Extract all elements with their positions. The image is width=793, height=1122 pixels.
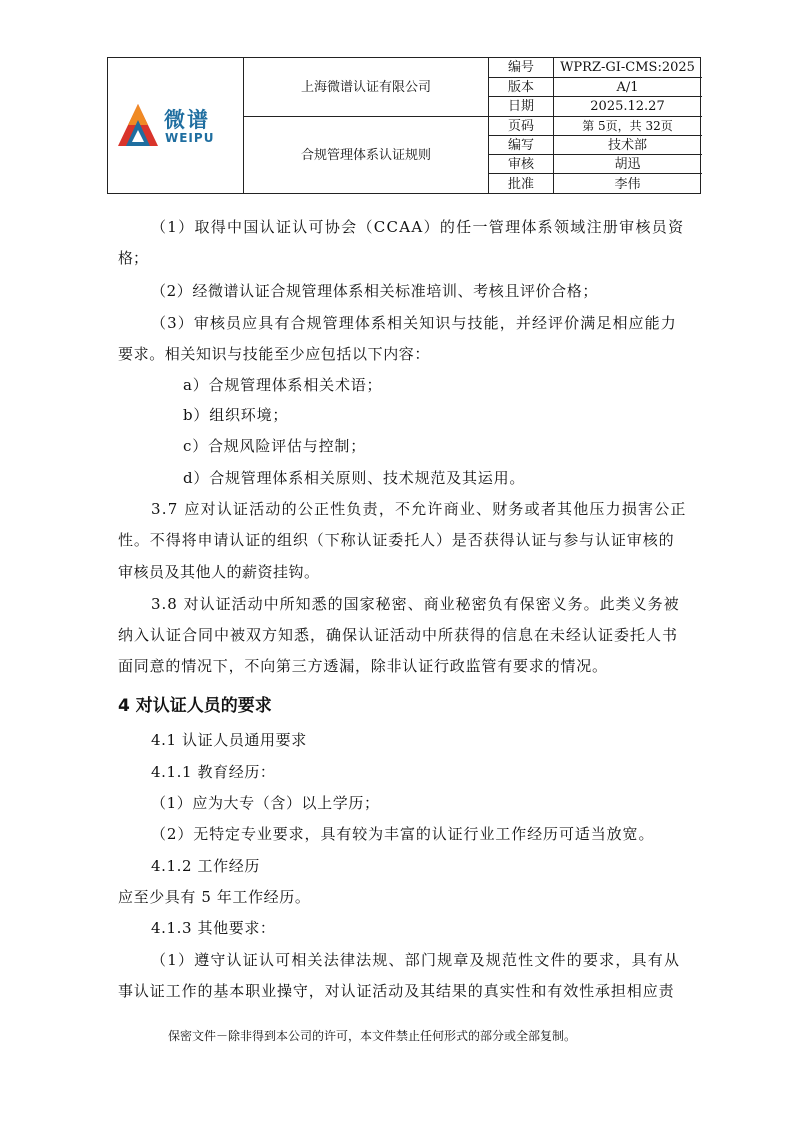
- label-author: 编写: [507, 137, 534, 153]
- paragraph-line: （1）遵守认证认可相关法律法规、部门规章及规范性文件的要求，具有从: [151, 951, 681, 969]
- list-item: d）合规管理体系相关原则、技术规范及其运用。: [183, 469, 526, 487]
- paragraph-line: 3.7 应对认证活动的公正性负责，不允许商业、财务或者其他压力损害公正: [151, 500, 687, 518]
- value-page: 第 5页，共 32页: [582, 119, 673, 133]
- paragraph-line: 审核员及其他人的薪资挂钩。: [118, 563, 320, 581]
- value-number: WPRZ-GI-CMS:2025: [560, 60, 695, 75]
- paragraph-line: （3）审核员应具有合规管理体系相关知识与技能，并经评价满足相应能力: [151, 314, 677, 332]
- value-approver: 李伟: [614, 176, 641, 192]
- paragraph-line: 要求。相关知识与技能至少应包括以下内容：: [118, 345, 431, 363]
- label-reviewer: 审核: [507, 156, 534, 172]
- paragraph-line: 3.8 对认证活动中所知悉的国家秘密、商业秘密负有保密义务。此类义务被: [151, 595, 680, 613]
- list-item: c）合规风险评估与控制；: [183, 437, 367, 455]
- subsection-heading: 4.1.3 其他要求：: [151, 919, 276, 937]
- label-page: 页码: [507, 118, 534, 134]
- list-item: a）合规管理体系相关术语；: [183, 376, 383, 394]
- paragraph-line: （1）取得中国认证认可协会（CCAA）的任一管理体系领域注册审核员资: [151, 218, 685, 236]
- paragraph-line: 面同意的情况下，不向第三方透漏，除非认证行政监管有要求的情况。: [118, 657, 608, 675]
- value-author: 技术部: [607, 137, 647, 153]
- paragraph-line: 格；: [118, 249, 149, 267]
- paragraph-line: 性。不得将申请认证的组织（下称认证委托人）是否获得认证与参与认证审核的: [118, 531, 675, 549]
- confidentiality-footer: 保密文件－除非得到本公司的许可，本文件禁止任何形式的部分或全部复制。: [168, 1029, 577, 1043]
- document-title: 合规管理体系认证规则: [300, 148, 431, 163]
- paragraph-line: （2）无特定专业要求，具有较为丰富的认证行业工作经历可适当放宽。: [151, 825, 655, 843]
- subsection-heading: 4.1.2 工作经历: [151, 857, 260, 875]
- label-version: 版本: [507, 79, 534, 95]
- value-reviewer: 胡迅: [614, 156, 641, 172]
- logo-text: 微谱: [164, 108, 210, 132]
- logo-subtext: WEIPU: [165, 131, 215, 145]
- paragraph-line: （1）应为大专（含）以上学历；: [151, 794, 380, 812]
- paragraph-line: 纳入认证合同中被双方知悉，确保认证活动中所获得的信息在未经认证委托人书: [118, 626, 679, 644]
- value-date: 2025.12.27: [590, 99, 665, 114]
- label-date: 日期: [507, 99, 534, 114]
- label-approver: 批准: [507, 176, 534, 192]
- company-name: 上海微谱认证有限公司: [300, 79, 431, 95]
- subsection-heading: 4.1.1 教育经历：: [151, 763, 276, 781]
- company-logo: [116, 98, 238, 154]
- label-number: 编号: [507, 60, 534, 75]
- list-item: b）组织环境；: [183, 406, 289, 424]
- subsection-heading: 4.1 认证人员通用要求: [151, 731, 307, 749]
- value-version: A/1: [616, 79, 639, 95]
- section-heading: 4 对认证人员的要求: [118, 696, 272, 716]
- paragraph-line: （2）经微谱认证合规管理体系相关标准培训、考核且评价合格；: [151, 282, 598, 300]
- paragraph-line: 事认证工作的基本职业操守，对认证活动及其结果的真实性和有效性承担相应责: [118, 982, 675, 1000]
- paragraph-line: 应至少具有 5 年工作经历。: [118, 888, 311, 906]
- header-table: [107, 57, 701, 194]
- logo-mark-icon: [116, 102, 160, 150]
